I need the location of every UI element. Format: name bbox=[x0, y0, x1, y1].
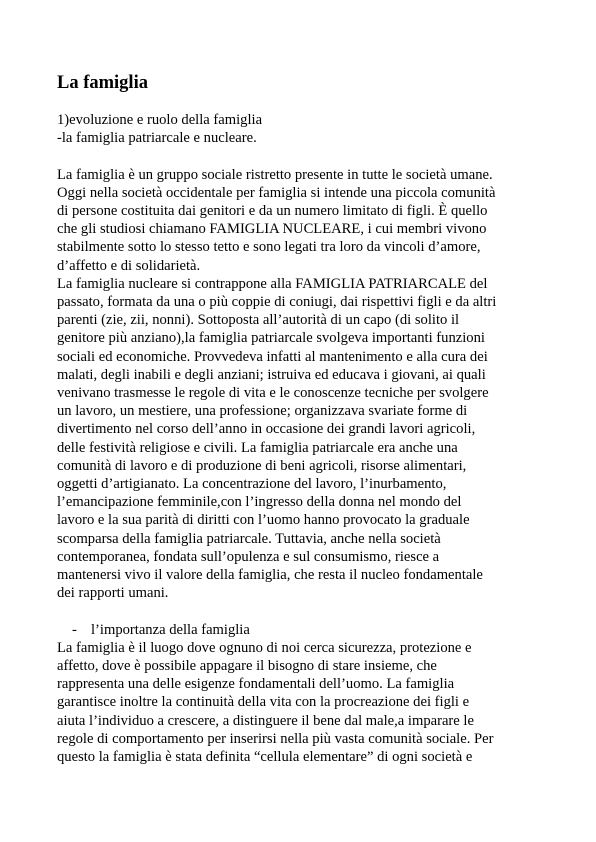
text-line: genitore più anziano),la famiglia patriarcale svolgeva importanti funzioni bbox=[57, 330, 485, 347]
document-page bbox=[57, 72, 542, 766]
paragraph-gap bbox=[57, 147, 542, 165]
text-line: La famiglia è il luogo dove ognuno di noi cerca sicurezza, protezione e bbox=[57, 639, 472, 656]
text-line: di persone costituita dai genitori e da un numero limitato di figli. È quello bbox=[57, 203, 488, 219]
text-line: garantisce inoltre la continuità della vita con la procreazione dei figli e bbox=[57, 694, 470, 711]
text-line: aiuta l’individuo a crescere, a distinguere il bene dal male,a imparare le bbox=[57, 712, 474, 729]
text-line: La famiglia è un gruppo sociale ristretto presente in tutte le società umane. bbox=[57, 166, 493, 183]
text-line: scomparsa della famiglia patriarcale. Tuttavia, anche nella società bbox=[57, 530, 441, 547]
text-line: questo la famiglia è stata definita “cellula elementare” di ogni società e bbox=[57, 749, 473, 766]
text-line: passato, formata da una o più coppie di coniugi, dai rispettivi figli e da altri bbox=[57, 294, 497, 311]
text-line: divertimento nel corso dell’anno in occasione dei grandi lavori agricoli, bbox=[57, 421, 476, 438]
paragraph-nuclear-family bbox=[57, 166, 542, 275]
bullet-text: l’importanza della famiglia bbox=[91, 621, 250, 638]
text-line: La famiglia nucleare si contrappone alla FAMIGLIA PATRIARCALE del bbox=[57, 275, 488, 292]
text-line: d’affetto e di solidarietà. bbox=[57, 257, 201, 274]
text-line: dei rapporti umani. bbox=[57, 585, 169, 602]
text-line: regole di comportamento per inserirsi nella più vasta comunità sociale. Per bbox=[57, 730, 494, 747]
paragraph-patriarchal-family bbox=[57, 275, 542, 603]
text-line: oggetti d’artigianato. La concentrazione del lavoro, l’inurbamento, bbox=[57, 476, 447, 493]
text-line: rappresenta una delle esigenze fondamentali dell’uomo. La famiglia bbox=[57, 676, 455, 693]
text-line: parenti (zie, zii, nonni). Sottoposta all’autorità di un capo (di solito il bbox=[57, 312, 460, 329]
text-line: lavoro e la sua parità di diritti con l’uomo hanno provocato la graduale bbox=[57, 512, 470, 529]
text-line: comunità di lavoro e di produzione di beni agricoli, risorse alimentari, bbox=[57, 457, 467, 474]
bullet-marker: - bbox=[72, 621, 77, 638]
text-line: affetto, dove è possibile appagare il bisogno di stare insieme, che bbox=[57, 658, 437, 675]
text-line: Oggi nella società occidentale per famiglia si intende una piccola comunità bbox=[57, 184, 496, 201]
paragraph-importance bbox=[57, 639, 542, 766]
text-line: malati, degli inabili e degli anziani; istruiva ed educava i giovani, ai quali bbox=[57, 366, 486, 383]
text-line: stabilmente sotto lo stesso tetto e sono legati tra loro da vincoli d’amore, bbox=[57, 239, 481, 256]
text-line: delle festività religiose e civili. La famiglia patriarcale era anche una bbox=[57, 439, 458, 456]
text-line: l’emancipazione femminile,con l’ingresso della donna nel mondo del bbox=[57, 494, 462, 511]
document-title: La famiglia bbox=[57, 73, 148, 93]
text-line: un lavoro, un mestiere, una professione; organizzava svariate forme di bbox=[57, 403, 468, 420]
outline-line: 1)evoluzione e ruolo della famiglia bbox=[57, 112, 263, 128]
outline-line: -la famiglia patriarcale e nucleare. bbox=[57, 130, 257, 147]
text-line: contemporanea, fondata sull’opulenza e sul consumismo, riesce a bbox=[57, 548, 440, 565]
text-line: che gli studiosi chiamano FAMIGLIA NUCLEARE, i cui membri vivono bbox=[57, 221, 487, 238]
paragraph-gap bbox=[57, 602, 542, 620]
outline bbox=[57, 111, 542, 147]
text-line: sociali ed economiche. Provvedeva infatti al mantenimento e alla cura dei bbox=[57, 348, 488, 365]
text-line: venivano trasmesse le regole di vita e le conoscenze tecniche per svolgere bbox=[57, 385, 489, 402]
bullet-item bbox=[57, 621, 542, 639]
text-line: mantenersi vivo il valore della famiglia, che resta il nucleo fondamentale bbox=[57, 567, 483, 584]
